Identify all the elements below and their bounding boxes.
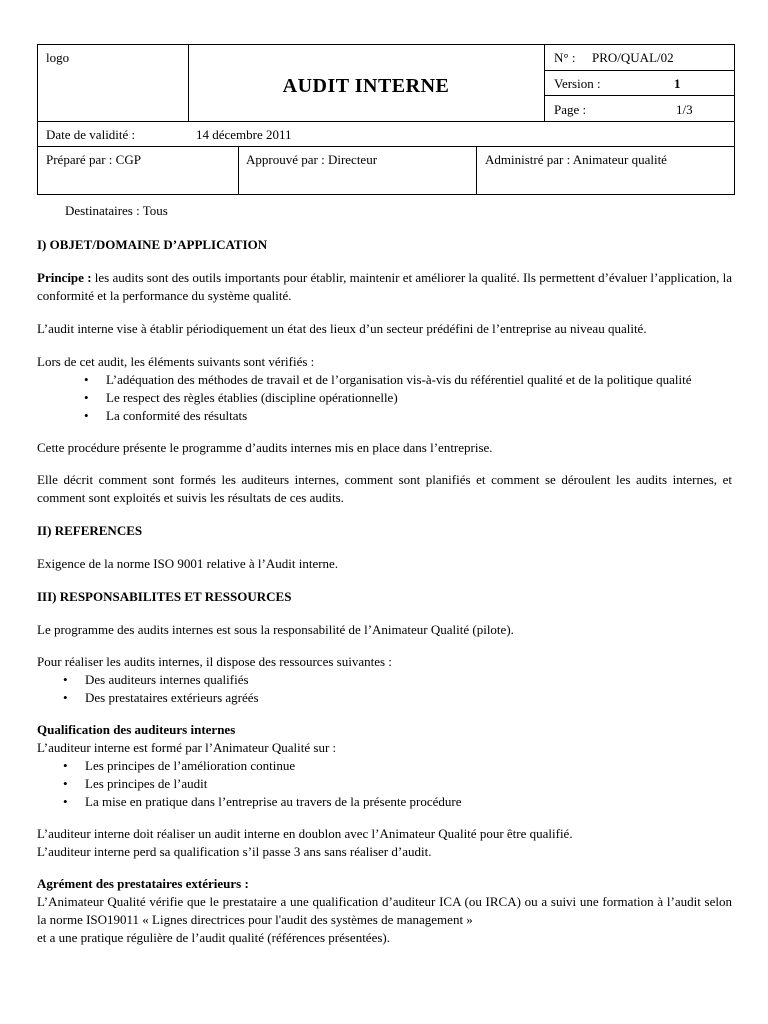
list-item: • Le respect des règles établies (discipline opérationnelle) [106,389,732,407]
list-item: • Des auditeurs internes qualifiés [85,671,732,689]
subsection-title: Agrément des prestataires extérieurs : [37,876,249,891]
list-item: • Les principes de l’amélioration continue [85,757,732,775]
paragraph: Elle décrit comment sont formés les auditeurs internes, comment sont planifiés et comment se déroulent les audits internes, et comment sont exploités et suivis les résultats de ces audits. [37,472,732,505]
page-value: 1/3 [676,102,693,117]
recipients: Destinataires : Tous [65,203,168,218]
list-item: • La conformité des résultats [106,407,732,425]
resources-list [85,671,732,707]
list-item: • Des prestataires extérieurs agréés [85,689,732,707]
paragraph: et a une pratique régulière de l’audit qualité (références présentées). [37,930,390,945]
section-3-title: III) RESPONSABILITES ET RESSOURCES [37,589,292,604]
principle-paragraph [37,269,732,305]
paragraph: Exigence de la norme ISO 9001 relative à l’Audit interne. [37,556,339,571]
section-1-title: I) OBJET/DOMAINE D’APPLICATION [37,237,268,252]
paragraph: L’auditeur interne est formé par l’Animateur Qualité sur : [37,740,337,755]
list-item: • La mise en pratique dans l’entreprise au travers de la présente procédure [85,793,732,811]
prepared-by: Préparé par : CGP [46,152,141,167]
paragraph: L’auditeur interne perd sa qualification s’il passe 3 ans sans réaliser d’audit. [37,844,432,859]
version-label: Version : [554,76,601,91]
version-value: 1 [674,76,681,91]
paragraph: L’auditeur interne doit réaliser un audit interne en doublon avec l’Animateur Qualité pour être qualifié. [37,826,573,841]
list-item: • Les principes de l’audit [85,775,732,793]
document-header-table [37,44,735,195]
verification-list [106,371,732,425]
paragraph: Lors de cet audit, les éléments suivants sont vérifiés : [37,354,315,369]
principle-text: les audits sont des outils importants pour établir, maintenir et améliorer la qualité. Ils permettent d’évaluer l’application, la conformité et la performance du système qualité. [37,270,733,303]
list-item: • L’adéquation des méthodes de travail et de l’organisation vis-à-vis du référentiel qualité et de la politique qualité [106,371,732,389]
subsection-title: Qualification des auditeurs internes [37,722,236,737]
paragraph: L’audit interne vise à établir périodiquement un état des lieux d’un secteur prédéfini de l’entreprise au niveau qualité. [37,321,647,336]
doc-number-value: PRO/QUAL/02 [592,50,674,65]
section-2-title: II) REFERENCES [37,523,143,538]
approved-by: Approuvé par : Directeur [246,152,378,167]
document-body [37,202,732,947]
document-title: AUDIT INTERNE [282,75,450,97]
page-label: Page : [554,102,587,117]
paragraph: L’Animateur Qualité vérifie que le prestataire a une qualification d’auditeur ICA (ou IRCA) ou a suivi une formation à l’audit selon la norme ISO19011 « Lignes directrices pour l'audit des systèmes de management » [37,894,732,927]
principle-label: Principe : [37,270,92,285]
paragraph: Pour réaliser les audits internes, il dispose des ressources suivantes : [37,654,392,669]
doc-number-label: N° : [554,50,576,65]
validity-date: 14 décembre 2011 [196,127,292,142]
qualification-list [85,757,732,811]
administered-by: Administré par : Animateur qualité [485,152,667,167]
paragraph: Le programme des audits internes est sous la responsabilité de l’Animateur Qualité (pilote). [37,622,514,637]
validity-label: Date de validité : [46,127,136,142]
paragraph: Cette procédure présente le programme d’audits internes mis en place dans l’entreprise. [37,440,493,455]
logo-placeholder: logo [46,50,70,65]
